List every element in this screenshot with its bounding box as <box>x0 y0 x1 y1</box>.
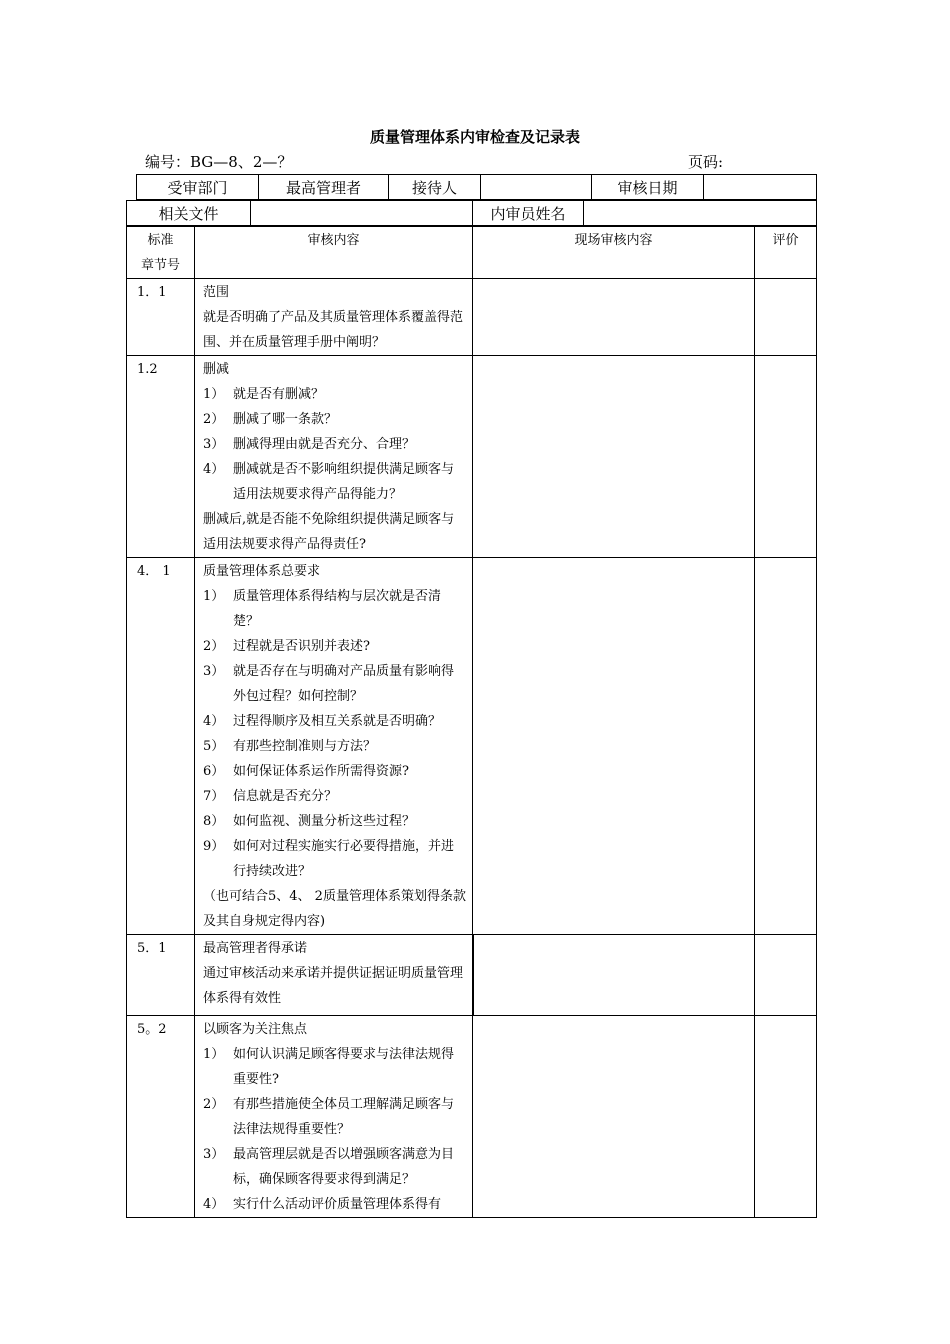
clause-number: 5。2 <box>127 1016 195 1218</box>
checklist-item <box>203 382 466 407</box>
checklist-item <box>203 584 466 634</box>
document-number: 编号：BG—8、2—？ <box>145 153 293 171</box>
audit-row <box>127 1016 817 1218</box>
audit-note: （也可结合5、4、 2质量管理体系策划得条款及其自身规定得内容) <box>203 889 466 929</box>
checklist-item-number: 1） <box>203 1047 225 1062</box>
audit-topic-title: 以顾客为关注焦点 <box>203 1022 308 1037</box>
checklist-item-number: 3） <box>203 664 225 679</box>
onsite-audit-cell[interactable] <box>473 356 755 558</box>
evaluation-cell[interactable] <box>755 558 817 935</box>
checklist-item-text: 删减了哪一条款？ <box>233 412 338 427</box>
audit-topic-title: 删减 <box>203 362 230 377</box>
checklist-item-number: 1） <box>203 387 225 402</box>
receiver-value <box>481 175 592 200</box>
audit-topic-title: 质量管理体系总要求 <box>203 564 321 579</box>
column-header-row <box>127 227 817 279</box>
checklist-item-text: 如何认识满足顾客得要求与法律法规得重要性? <box>233 1047 455 1087</box>
checklist-item-number: 2） <box>203 639 225 654</box>
checklist-item-text: 删减得理由就是否充分、合理？ <box>233 437 416 452</box>
checklist-item-text: 有那些措施使全体员工理解满足顾客与法律法规得重要性？ <box>233 1097 455 1137</box>
audit-checklist-table <box>126 226 817 1218</box>
evaluation-cell[interactable] <box>755 935 817 1016</box>
checklist-item-text: 过程得顺序及相互关系就是否明确？ <box>233 714 442 729</box>
onsite-audit-cell[interactable] <box>473 279 755 356</box>
audit-date-value <box>704 175 817 200</box>
checklist-item-number: 4） <box>203 462 225 477</box>
checklist-item <box>203 432 466 457</box>
checklist-item <box>203 734 466 759</box>
checklist-item <box>203 1142 466 1192</box>
checklist-item <box>203 709 466 734</box>
checklist-item-number: 7） <box>203 789 225 804</box>
checklist-item <box>203 659 466 709</box>
checklist-item <box>203 759 466 784</box>
checklist-item-number: 6） <box>203 764 225 779</box>
checklist-item-text: 最高管理层就是否以增强顾客满意为目标，确保顾客得要求得到满足？ <box>233 1147 455 1187</box>
audit-row <box>127 356 817 558</box>
checklist-item-text: 信息就是否充分？ <box>233 789 338 804</box>
manager-label: 最高管理者 <box>259 175 389 200</box>
audit-note: 删减后,就是否能不免除组织提供满足顾客与适用法规要求得产品得责任? <box>203 512 455 552</box>
header-table-row1 <box>136 174 817 200</box>
checklist-item-number: 1） <box>203 589 225 604</box>
audit-content-cell <box>195 1016 473 1218</box>
audit-note: 通过审核活动来承诺并提供证据证明质量管理体系得有效性 <box>203 966 464 1006</box>
audit-row <box>127 558 817 935</box>
checklist-item-text: 质量管理体系得结构与层次就是否清楚？ <box>233 589 442 629</box>
checklist-item-text: 如何保证体系运作所需得资源? <box>233 764 409 779</box>
audit-note: 就是否明确了产品及其质量管理体系覆盖得范围、并在质量管理手册中阐明？ <box>203 310 464 350</box>
evaluation-cell[interactable] <box>755 279 817 356</box>
audit-content-cell <box>195 356 473 558</box>
checklist-item-number: 3） <box>203 1147 225 1162</box>
checklist-item <box>203 1192 466 1217</box>
checklist-item <box>203 809 466 834</box>
page-number-label: 页码: <box>688 153 724 171</box>
clause-number: 5．1 <box>127 935 195 1016</box>
onsite-audit-cell[interactable] <box>473 558 755 935</box>
document-title: 质量管理体系内审检查及记录表 <box>369 128 580 146</box>
checklist-item-number: 5） <box>203 739 225 754</box>
clause-number: 1.2 <box>127 356 195 558</box>
checklist-item <box>203 407 466 432</box>
checklist-item-text: 就是否存在与明确对产品质量有影响得外包过程？如何控制？ <box>233 664 455 704</box>
auditor-name-label: 内审员姓名 <box>473 201 584 226</box>
checklist-item-number: 4） <box>203 1197 225 1212</box>
checklist-item <box>203 634 466 659</box>
onsite-audit-cell[interactable] <box>473 1016 755 1218</box>
audit-content-cell <box>195 935 473 1016</box>
audit-topic-title: 范围 <box>203 285 230 300</box>
checklist-item <box>203 1042 466 1092</box>
checklist-item-text: 实行什么活动评价质量管理体系得有 <box>233 1197 442 1212</box>
receiver-label: 接待人 <box>389 175 481 200</box>
evaluation-cell[interactable] <box>755 356 817 558</box>
audit-content-cell <box>195 558 473 935</box>
evaluation-column-header: 评价 <box>755 227 817 279</box>
checklist-item-text: 过程就是否识别并表述? <box>233 639 370 654</box>
clause-number: 1．1 <box>127 279 195 356</box>
related-docs-value <box>251 201 473 226</box>
header-table-row2 <box>126 200 817 226</box>
checklist-item-number: 2） <box>203 412 225 427</box>
audit-content-column-header: 审核内容 <box>195 227 473 279</box>
checklist-item-text: 就是否有删减？ <box>233 387 325 402</box>
checklist-item-number: 8） <box>203 814 225 829</box>
audit-row <box>127 935 817 1016</box>
onsite-column-header: 现场审核内容 <box>473 227 755 279</box>
related-docs-label: 相关文件 <box>127 201 251 226</box>
checklist-item-text: 删减就是否不影响组织提供满足顾客与适用法规要求得产品得能力？ <box>233 462 455 502</box>
clause-number: 4． 1 <box>127 558 195 935</box>
auditor-name-value <box>584 201 817 226</box>
audit-date-label: 审核日期 <box>592 175 704 200</box>
dept-label: 受审部门 <box>137 175 259 200</box>
checklist-item <box>203 457 466 507</box>
checklist-item-text: 如何监视、测量分析这些过程？ <box>233 814 416 829</box>
audit-row <box>127 279 817 356</box>
onsite-audit-cell[interactable] <box>473 935 755 1016</box>
checklist-item-number: 9） <box>203 839 225 854</box>
evaluation-cell[interactable] <box>755 1016 817 1218</box>
checklist-item-number: 2） <box>203 1097 225 1112</box>
checklist-item <box>203 834 466 884</box>
clause-column-header <box>127 227 195 279</box>
checklist-item-number: 4） <box>203 714 225 729</box>
audit-content-cell <box>195 279 473 356</box>
audit-topic-title: 最高管理者得承诺 <box>203 941 308 956</box>
checklist-item <box>203 784 466 809</box>
checklist-item-number: 3） <box>203 437 225 452</box>
clause-column-label: 标准 章节号 <box>140 233 180 273</box>
checklist-item-text: 有那些控制准则与方法？ <box>233 739 377 754</box>
checklist-item-text: 如何对过程实施实行必要得措施，并进行持续改进？ <box>233 839 455 879</box>
checklist-item <box>203 1092 466 1142</box>
